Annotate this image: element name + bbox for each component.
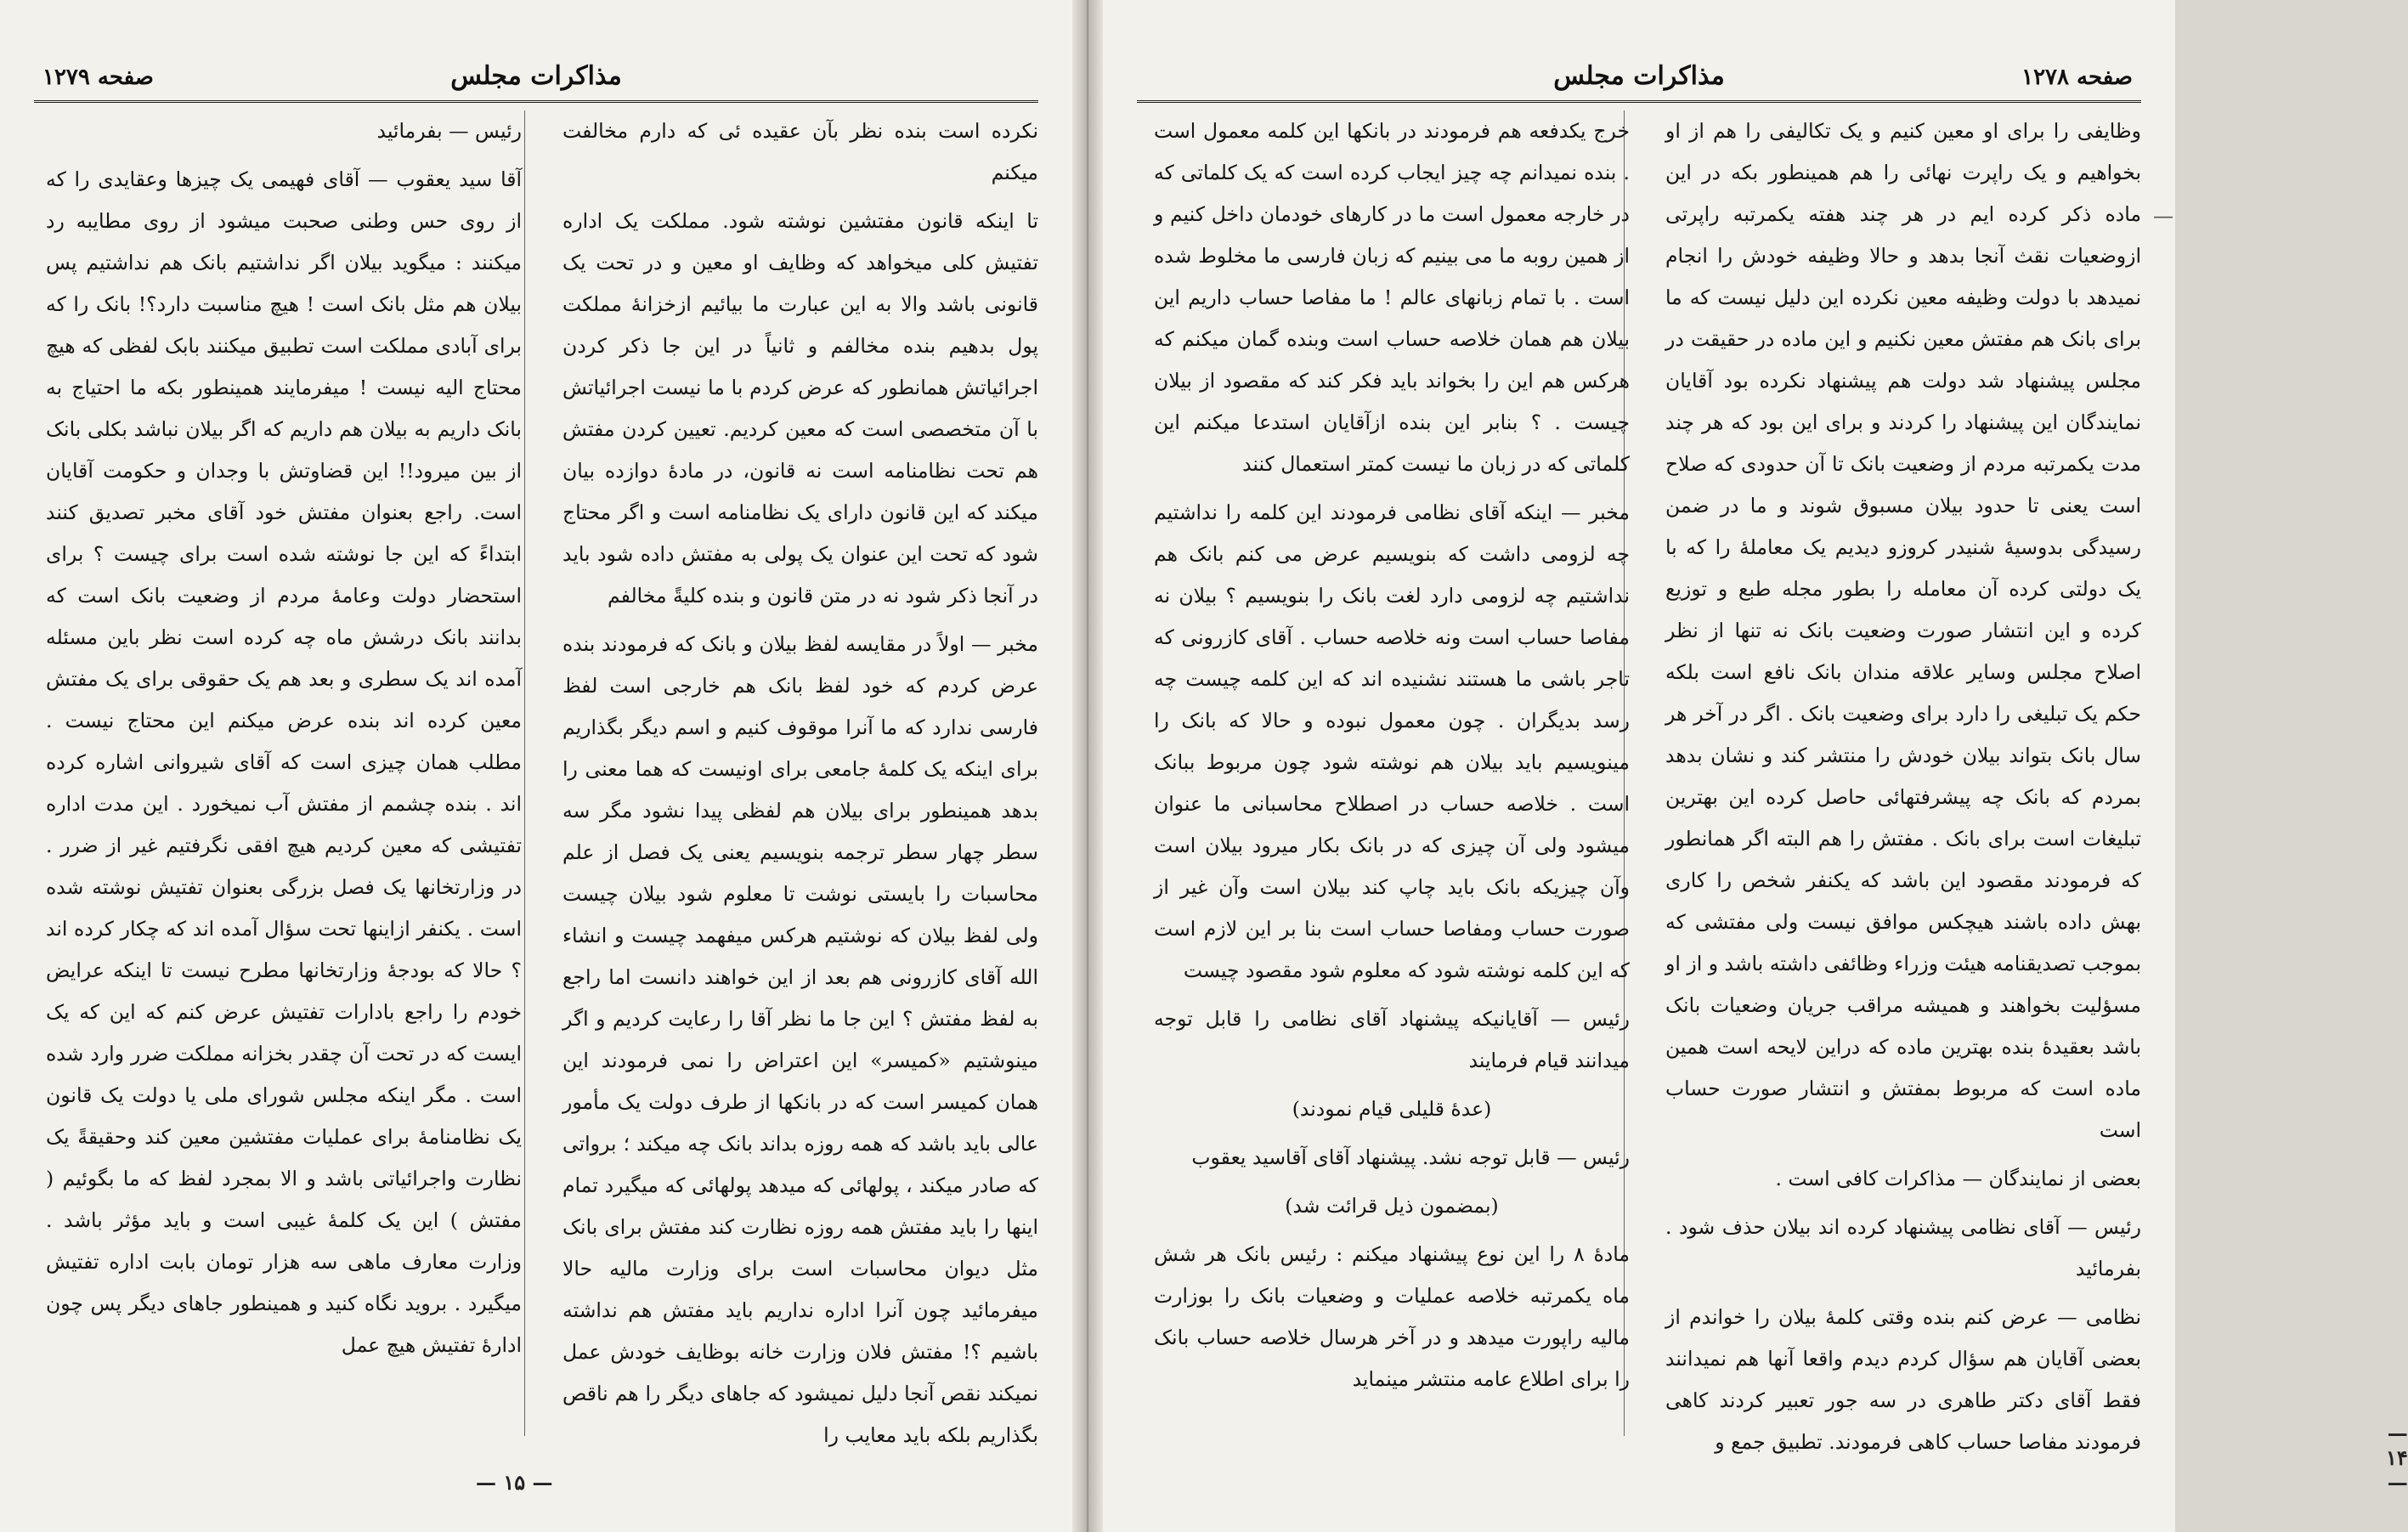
- left-c2-para-2: آقا سید یعقوب — آقای فهیمی یک چیزها وعقایدی را که از روی حس وطنی صحبت میشود از روی مطایبه رد میکنند : میگوید بیلان اگر نداشتیم بانک هم نداشتیم پس بیلان هم مثل بانک است ! هیچ مناسبت دارد؟! بانک را که برای آبادی مملکت است تطبیق میکنند بابک لفظی که هیچ محتاج الیه نیست ! میفرمایند همینطور بکه ما احتیاج به بانک داریم به بیلان هم داریم که اگر بیلان نباشد بکلی بانک از بین میرود!! این قضاوتش با وجدان و حکومت آقایان است. راجع بعنوان مفتش خود آقای مخبر تصدیق کنند ابتداءً که این جا نوشته شده است برای چیست ؟ برای استحضار دولت وعامهٔ مردم از وضعیت بانک است که بدانند بانک درشش ماه چه کرده است نظر باین مسئله آمده اند یک سطری و بعد هم یک حقوقی برای یک مفتش معین کرده اند بنده عرض میکنم این محتاج نیست . مطلب همان چیزی است که آقای شیروانی اشاره کرده اند . بنده چشمم از مفتش آب نمیخورد . این مدت اداره تفتیشی که معین کردیم هیچ افقی نگرفتیم غیر از ضرر . در وزارتخانها یک فصل بزرگی بعنوان تفتیش نوشته شده است . یکنفر ازاینها تحت سؤال آمده اند که چکار کرده اند ؟ حالا که بودجهٔ وزارتخانها مطرح نیست تا اینکه عرایض خودم را راجع بادارات تفتیش عرض کنم که این که یک ایست که در تحت آن چقدر بخزانه مملکت ضرر وارد شده است . مگر اینکه مجلس شورای ملی یا دولت یک قانون یک نظامنامهٔ برای عملیات مفتشین معین کند وحقیقةً یک نظارت واجرائیاتی باشد و الا بمجرد لفظ که ما بگوئیم ( مفتش ) این یک کلمهٔ غیبی است و باید مؤثر باشد . وزارت معارف ماهی سه هزار تومان بابت اداره تفتیش میگیرد . بروید نگاه کنید و همینطور جاهای دیگر پس چون ادارهٔ تفتیش هیچ عمل: [46, 167, 522, 1357]
- right-page: [1103, 0, 2408, 1532]
- right-c1-para-1: وظایفی را برای او معین کنیم و یک تکالیفی را هم از او بخواهیم و یک راپرت نهائی را هم همینطور بکه در این ماده ذکر کرده ایم در هر چند هفته یکمرتبه راپرتی ازوضعیات نقث آنجا بدهد و حالا وظیفه خودش را انجام نمیدهد با دولت وظیفه معین نکرده این دلیل نیست که ما برای بانک هم مفتش معین نکنیم و این ماده در حقیقت در مجلس پیشنهاد شد دولت هم پیشنهاد نکرده بود آقایان نمایندگان این پیشنهاد را کردند و برای این بود که هر چند مدت یکمرتبه مردم از وضعیت بانک تا آن حدودی که صلاح است یعنی تا حدود بیلان مسبوق شوند و ما در ضمن رسیدگی بدوسیهٔ شنیدر کروزو دیدیم یک معاملهٔ را که با یک دولتی کرده آن معامله را بطور مجله طبع و توزیع کرده و این انتشار صورت وضعیت بانک نه تنها از نظر اصلاح مجلس وسایر علاقه مندان بانک نافع است بلکه حکم یک تبلیغی را دارد برای وضعیت بانک . اگر در آخر هر سال بانک بتواند بیلان خودش را منتشر کند و نشان بدهد بمردم که بانک چه پیشرفتهائی حاصل کرده این بهترین تبلیغات است برای بانک . مفتش را هم البته اگر همانطور که فرمودند مقصود این باشد که یکنفر شخص را کاری بهش داده باشند هیچکس موافق نیست ولی مفتشی که بموجب تصدیقنامه هیئت وزراء وظائفی داشته باشد و از او مسؤلیت بخواهند و همیشه مراقب جریان وضعیات بانک باشد بعقیدهٔ بنده بهترین ماده که دراین لایحه است همین ماده است که مربوط بمفتش و انتشار صورت حساب است: [1665, 119, 2141, 1142]
- left-header-title: مذاکرات مجلس: [450, 61, 622, 91]
- left-folio: — ۱۵ —: [476, 1470, 553, 1495]
- right-c2-para-5: رئیس — قابل توجه نشد. پیشنهاد آقای آقاسید یعقوب: [1191, 1145, 1630, 1169]
- left-column-divider: [524, 110, 525, 1436]
- right-folio: — ۱۴ —: [2386, 1421, 2408, 1495]
- right-c2-para-2: مخبر — اینکه آقای نظامی فرمودند این کلمه را نداشتیم چه لزومی داشت که بنویسیم عرض می کنم بانک هم نداشتیم چه لزومی دارد لغت بانک را بنویسیم ؟ بیلان نه مفاصا حساب است ونه خلاصه حساب . آقای کازرونی که تاجر باشی ما هستند نشنیده اند که این کلمه چیست چه رسد بدیگران . چون معمول نبوده و حالا که بانک را مینویسیم باید بیلان هم نوشته شود چون مربوط ببانک است . خلاصه حساب در اصطلاح محاسبانی ما عنوان میشود ولی آن چیزی که در بانک بکار میرود بیلان است وآن چیزیکه بانک باید چاپ کند بیلان است وآن غیر از صورت حساب ومفاصا حساب است بنا بر این لازم است که این کلمه نوشته شود که معلوم شود مقصود چیست: [1154, 500, 1630, 982]
- right-column-2: [1154, 110, 1630, 1436]
- right-c1-para-2: بعضی از نمایندگان — مذاکرات کافی است .: [1775, 1167, 2141, 1190]
- right-c2-para-4: (عدهٔ قلیلی قیام نمودند): [1292, 1097, 1492, 1121]
- left-c1-para-3: مخبر — اولاً در مقایسه لفظ بیلان و بانک که فرمودند بنده عرض کردم که خود لفظ بانک هم خارجی است لفظ فارسی ندارد که ما آنرا موقوف کنیم و اسم دیگر بگذاریم برای اینکه یک کلمهٔ جامعی برای اونیست که هما معنی را بدهد همینطور برای بیلان هم لفظی پیدا نشود مگر سه سطر چهار سطر ترجمه بنویسیم یعنی یک فصل از علم محاسبات را بایستی نوشت تا معلوم شود بیلان چیست ولی لفظ بیلان که نوشتیم هرکس میفهمد چیست و انشاء الله آقای کازرونی هم بعد از این خواهند دانست اما راجع به لفظ مفتش ؟ این جا ما نظر آقا را رعایت کردیم و اگر مینوشتیم «کمیسر» این اعتراض را نمی فرمودند این همان کمیسر است که در بانکها از طرف دولت یک مأمور عالی باید باشد که همه روزه بداند بانک چه میکند ؛ برواتی که صادر میکند ، پولهائی که میدهد پولهائی که میگیرد تمام اینها را باید مفتش همه روزه نظارت کند مفتش برای بانک مثل دیوان محاسبات است برای وزارت مالیه حالا میفرمائید چون آنرا اداره نداریم باید مفتش هم نداشته باشیم ؟! مفتش فلان وزارت خانه بوظایف خودش عمل نمیکند نقص آنجا دلیل نمیشود که جاهای دیگر را هم ناقص بگذاریم بلکه باید معایب را: [562, 632, 1038, 1447]
- left-page-label: صفحه ۱۲۷۹: [42, 65, 154, 90]
- left-column-2: [46, 110, 522, 1436]
- right-c2-para-7: مادهٔ ۸ را این نوع پیشنهاد میکنم : رئیس بانک هر شش ماه یکمرتبه خلاصه عملیات و وضعیات بانک را بوزارت مالیه راپورت میدهد و در آخر هرسال خلاصه حساب بانک را برای اطلاع عامه منتشر مینماید: [1154, 1242, 1630, 1391]
- book-gutter: [1072, 0, 1103, 1532]
- left-c1-para-1: نکرده است بنده نظر بآن عقیده ئی که دارم مخالفت میکنم: [562, 119, 1038, 184]
- right-running-head: [1137, 58, 2141, 103]
- right-c2-para-1: خرج یکدفعه هم فرمودند در بانکها این کلمه معمول است . بنده نمیدانم چه چیز ایجاب کرده است که یک کلماتی که در خارجه معمول است ما در کارهای خودمان داخل کنیم و از همین روبه ما می بینیم که زبان فارسی ما مخلوط شده است . با تمام زبانهای عالم ! ما مفاصا حساب داریم این بیلان هم همان خلاصه حساب است وبنده گمان میکنم که هرکس هم این را بخواند باید فکر کند که مقصود از بیلان چیست . ؟ بنابر این بنده ازآقایان استدعا میکنم این کلماتی که در زبان ما نیست کمتر استعمال کنند: [1154, 119, 1630, 476]
- left-c1-para-2: تا اینکه قانون مفتشین نوشته شود. مملکت یک اداره تفتیش کلی میخواهد که وظایف او معین و در تحت یک قانونی باشد والا به این عبارت ما بیائیم ازخزانهٔ مملکت پول بدهیم بنده مخالفم و ثانیاً در این جا ذکر کردن اجرائیاتش همانطور که عرض کردم با ما نیست اجرائیاتش با آن متخصصی است که معین کردیم. تعیین کردن مفتش هم تحت نظامنامه است نه قانون، در مادهٔ دوازده بیان میکند که این قانون دارای یک نظامنامه است و اگر محتاج شود که تحت این عنوان یک پولی به مفتش داده شود باید در آنجا ذکر شود نه در متن قانون و بنده کلیةً مخالفم: [562, 209, 1038, 608]
- right-c2-para-3: رئیس — آقایانیکه پیشنهاد آقای نظامی را قابل توجه میدانند قیام فرمایند: [1154, 1007, 1630, 1072]
- right-c1-para-3: رئیس — آقای نظامی پیشنهاد کرده اند بیلان حذف شود . بفرمائید: [1665, 1215, 2141, 1280]
- margin-mark: —: [2153, 204, 2173, 228]
- left-column-1: [562, 110, 1038, 1447]
- right-header-title: مذاکرات مجلس: [1553, 61, 1725, 91]
- right-page-label: صفحه ۱۲۷۸: [2021, 65, 2133, 90]
- right-c2-para-6: (بمضمون ذیل قرائت شد): [1285, 1194, 1499, 1218]
- right-column-1: [1665, 110, 2141, 1454]
- left-c2-para-1: رئیس — بفرمائید: [376, 119, 522, 143]
- right-c1-para-4: نظامی — عرض کنم بنده وقتی کلمهٔ بیلان را خواندم از بعضی آقایان هم سؤال کردم دیدم واقعا آنها هم نمیدانند فقط آقای دکتر طاهری در سه جور تعبیر کردند کاهی فرمودند مفاصا حساب کاهی فرمودند. تطبیق جمع و: [1665, 1305, 2141, 1454]
- left-running-head: [34, 58, 1038, 103]
- left-page: [0, 0, 1072, 1532]
